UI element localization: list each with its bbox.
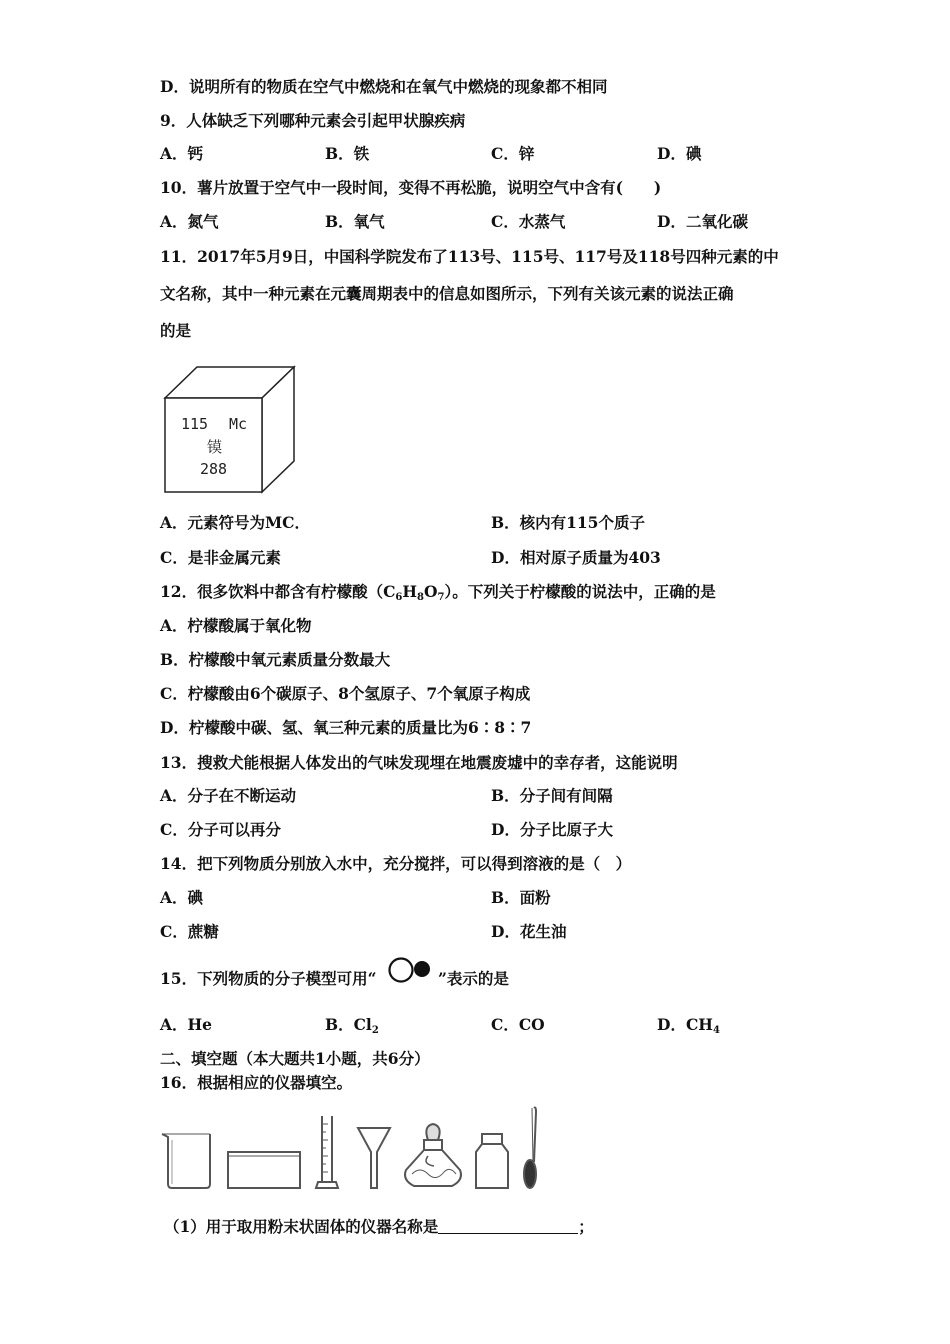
q11-option-b: B．核内有115个质子 [491, 513, 645, 532]
q10-option-d: D．二氧化碳 [657, 212, 748, 231]
element-name: 镆 [207, 438, 223, 456]
element-symbol: Mc [229, 415, 248, 433]
q11-stem-line2: 文名称，其中一种元素在元囊周期表中的信息如图所示，下列有关该元素的说法正确 [160, 284, 734, 303]
q9-stem: 9．人体缺乏下列哪种元素会引起甲状腺疾病 [160, 111, 466, 130]
q13-option-b: B．分子间有间隔 [491, 786, 613, 805]
q15-option-b: B．$Cl_2$ [325, 1015, 379, 1036]
q11-option-a: A．元素符号为MC． [160, 513, 311, 532]
q16-stem: 16．根据相应的仪器填空。 [160, 1073, 353, 1092]
element-number: 115 [181, 415, 209, 433]
q9-option-d: D．碘 [657, 144, 702, 163]
q10-option-a: A．氮气 [160, 212, 219, 231]
q10-option-b: B．氧气 [325, 212, 385, 231]
q15-option-c: C．CO [491, 1015, 545, 1034]
graduated-cylinder-icon [316, 1116, 338, 1188]
beaker-icon [162, 1134, 210, 1188]
q15-option-d: D．$CH_4$ [657, 1015, 720, 1036]
q13-option-c: C．分子可以再分 [160, 820, 281, 839]
q15-stem-pre: 15．下列物质的分子模型可用“ [160, 969, 377, 988]
q9-option-a: A．钙 [160, 144, 204, 163]
reagent-bottle-icon [476, 1134, 508, 1188]
q11-stem-line3: 的是 [160, 321, 192, 340]
q11-stem-line1: 11．2017年5月9日，中国科学院发布了113号、115号、117号及118号四种元素的中 [160, 247, 779, 266]
q9-option-c: C．锌 [491, 144, 535, 163]
q10-option-c: C．水蒸气 [491, 212, 566, 231]
q11-option-d: D．相对原子质量为403 [491, 548, 661, 567]
funnel-icon [358, 1128, 390, 1188]
q14-stem: 14．把下列物质分别放入水中，充分搅拌，可以得到溶液的是（ ） [160, 854, 632, 873]
q12-option-b: B．柠檬酸中氧元素质量分数最大 [160, 650, 391, 669]
medicine-spoon-icon [524, 1108, 536, 1189]
section2-title: 二、填空题（本大题共1小题，共6分） [160, 1049, 430, 1068]
q13-stem: 13．搜救犬能根据人体发出的气味发现埋在地震废墟中的幸存者，这能说明 [160, 753, 678, 772]
q11-option-c: C．是非金属元素 [160, 548, 281, 567]
q14-option-a: A．碘 [160, 888, 204, 907]
q12-option-d: D．柠檬酸中碳、氢、氧三种元素的质量比为6∶8∶7 [160, 718, 532, 737]
q15-option-a: A．He [160, 1015, 213, 1034]
q14-option-b: B．面粉 [491, 888, 551, 907]
q14-option-c: C．蔗糖 [160, 922, 219, 941]
q12-stem: 12．很多饮料中都含有柠檬酸$(C_6H_8O_7)$。下列关于柠檬酸的说法中，正确的是 [160, 582, 716, 603]
q9-option-b: B．铁 [325, 144, 370, 163]
answer-blank[interactable] [438, 1219, 578, 1234]
glass-trough-icon [228, 1152, 300, 1188]
q10-stem: 10．薯片放置于空气中一段时间，变得不再松脆，说明空气中含有( ) [160, 178, 662, 197]
q14-option-d: D．花生油 [491, 922, 567, 941]
alcohol-lamp-icon [405, 1124, 461, 1186]
q16-sub1: （1）用于取用粉末状固体的仪器名称是 ； [164, 1217, 594, 1236]
element-mass: 288 [200, 460, 228, 478]
q15-stem-post: ”表示的是 [438, 969, 509, 988]
q12-option-c: C．柠檬酸由6个碳原子、8个氢原子、7个氧原子构成 [160, 684, 531, 703]
molecule-model-icon [388, 955, 436, 985]
q13-option-d: D．分子比原子大 [491, 820, 613, 839]
q8-option-d: D．说明所有的物质在空气中燃烧和在氧气中燃烧的现象都不相同 [160, 77, 608, 96]
q13-option-a: A．分子在不断运动 [160, 786, 297, 805]
q12-option-a: A．柠檬酸属于氧化物 [160, 616, 312, 635]
lab-instruments-figure [158, 1104, 548, 1194]
